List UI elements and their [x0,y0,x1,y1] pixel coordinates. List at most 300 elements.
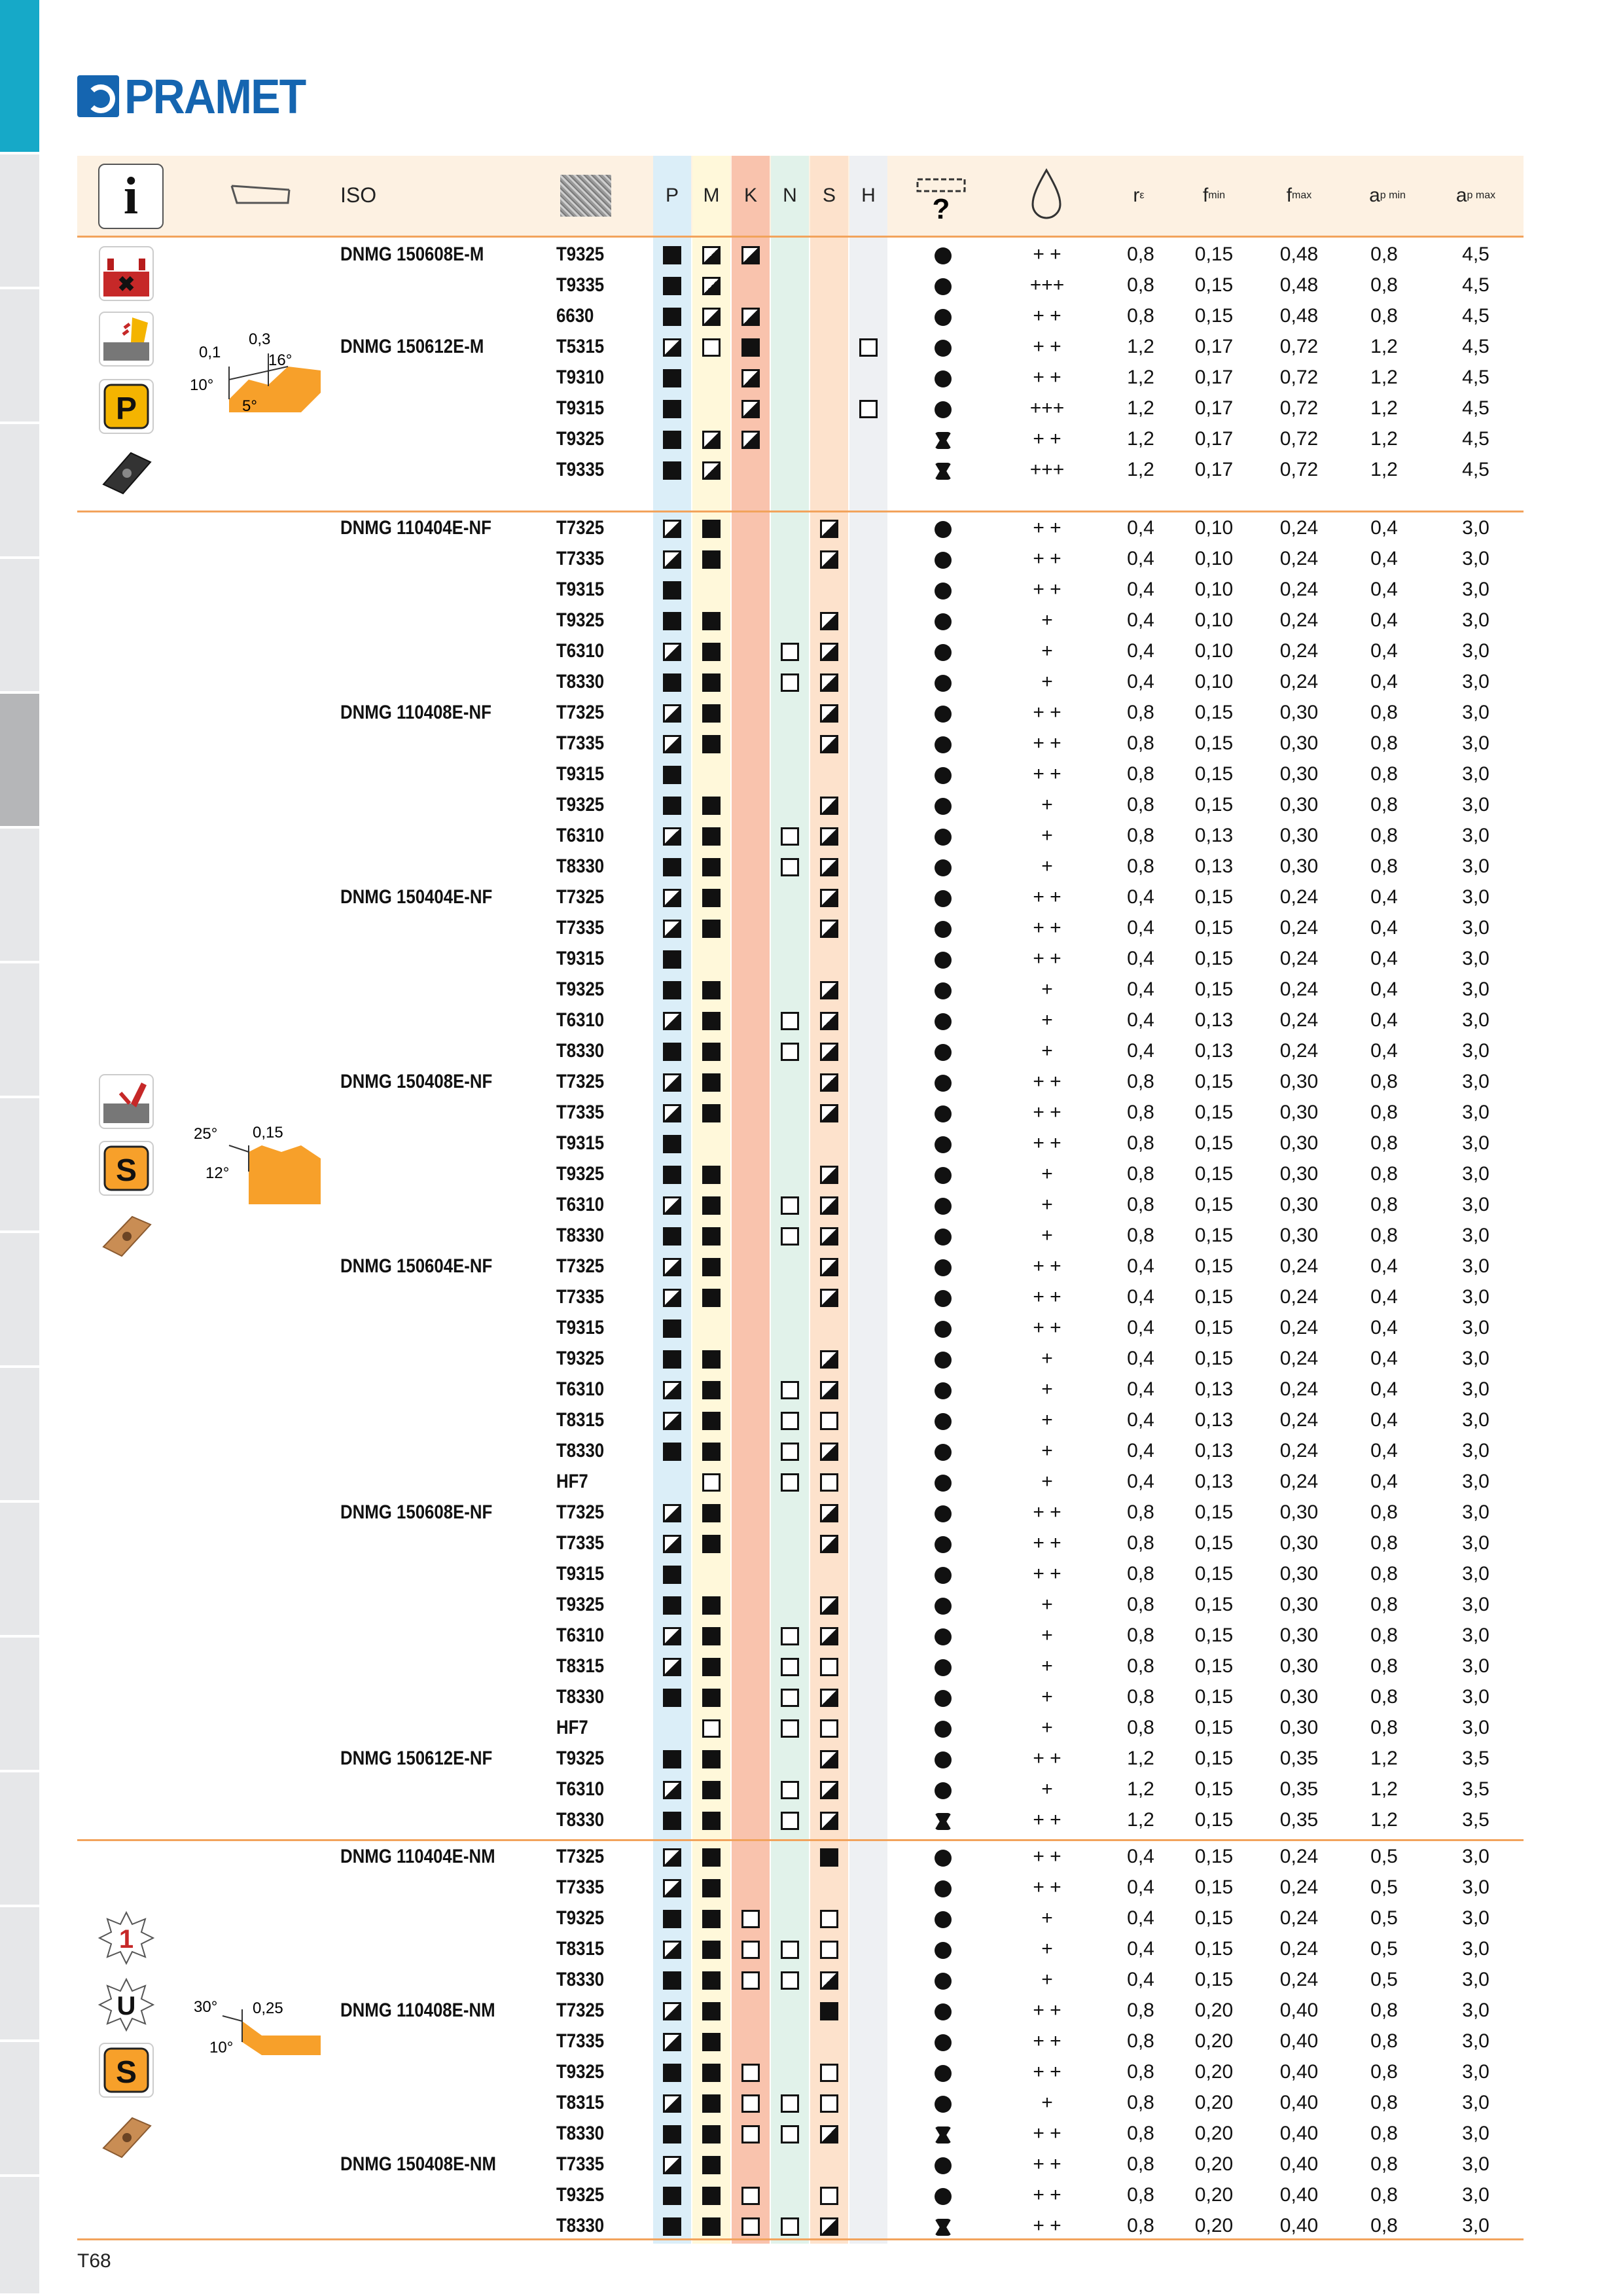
feed-max: 0,24 [1279,1040,1319,1062]
table-row [0,2026,1623,2057]
feed-max: 0,72 [1279,367,1319,388]
stability-dot-icon [935,1567,952,1584]
coolant-rating: + [1041,1163,1053,1185]
possible-use-icon [781,1381,799,1399]
depth-max: 3,0 [1462,1348,1489,1369]
secondary-use-icon [702,277,721,295]
corner-radius: 1,2 [1127,428,1154,450]
secondary-use-icon [820,827,838,846]
depth-min: 0,4 [1370,517,1398,539]
possible-use-icon [741,2064,760,2082]
coolant-rating: + [1041,1348,1053,1369]
coolant-rating: + + [1033,2030,1061,2052]
depth-min: 0,8 [1370,2092,1398,2113]
corner-radius: 0,8 [1127,2153,1154,2175]
feed-min: 0,15 [1194,1907,1234,1929]
primary-use-icon [663,246,681,264]
table-row [0,363,1623,393]
grade: T5315 [556,336,605,357]
grade: T6310 [556,1778,605,1800]
table-row [0,1621,1623,1651]
secondary-use-icon [663,1535,681,1553]
depth-max: 3,0 [1462,517,1489,539]
primary-use-icon [663,277,681,295]
coolant-rating: + + [1033,1532,1061,1554]
feed-max: 0,24 [1279,978,1319,1000]
depth-min: 0,8 [1370,1686,1398,1708]
depth-max: 3,0 [1462,548,1489,569]
feed-max: 0,30 [1279,1132,1319,1154]
coolant-rating: + [1041,978,1053,1000]
coolant-rating: + + [1033,243,1061,265]
feed-max: 0,30 [1279,825,1319,846]
depth-max: 4,5 [1462,336,1489,357]
grade-texture-icon [556,156,615,236]
possible-use-icon [702,1473,721,1492]
depth-min: 0,8 [1370,855,1398,877]
primary-use-icon [702,1196,721,1215]
possible-use-icon [781,858,799,876]
possible-use-icon [820,2094,838,2113]
corner-radius: 0,4 [1127,1040,1154,1062]
stability-dot-icon [935,1850,952,1867]
stability-dot-icon [935,767,952,784]
depth-max: 3,0 [1462,886,1489,908]
secondary-use-icon [663,1781,681,1799]
feed-max: 0,30 [1279,1686,1319,1708]
possible-use-icon [820,1910,838,1928]
table-row [0,1067,1623,1098]
corner-radius: 0,8 [1127,1717,1154,1738]
stability-dot-icon [935,982,952,999]
feed-min: 0,15 [1194,1876,1234,1898]
secondary-use-icon [820,612,838,630]
feed-min: 0,10 [1194,548,1234,569]
coolant-rating: + + [1033,2184,1061,2206]
feed-max: 0,24 [1279,1255,1319,1277]
grade: T7325 [556,886,605,908]
table-row [0,455,1623,486]
table-row [0,698,1623,728]
table-row [0,270,1623,301]
grade: T8330 [556,1440,605,1462]
grade: T9335 [556,274,605,296]
coolant-rating: + [1041,1471,1053,1492]
feed-max: 0,48 [1279,274,1319,296]
depth-max: 3,0 [1462,1655,1489,1677]
table-row [0,1873,1623,1903]
coolant-rating: + + [1033,732,1061,754]
secondary-use-icon [702,308,721,326]
feed-min: 0,13 [1194,855,1234,877]
depth-max: 4,5 [1462,428,1489,450]
feed-min: 0,20 [1194,2061,1234,2083]
grade: T7335 [556,2030,605,2052]
secondary-use-icon [663,1104,681,1122]
grade: 6630 [556,305,594,327]
feed-min: 0,20 [1194,2184,1234,2206]
depth-max: 3,0 [1462,1009,1489,1031]
primary-use-icon [663,612,681,630]
feed-max: 0,24 [1279,548,1319,569]
grade: T9325 [556,1163,605,1185]
corner-radius: 1,2 [1127,1809,1154,1831]
primary-use-icon [702,704,721,723]
table-row [0,1903,1623,1934]
stability-dot-icon [935,1229,952,1246]
primary-use-icon [663,1596,681,1615]
depth-min: 0,8 [1370,2030,1398,2052]
primary-use-icon [702,1289,721,1307]
depth-max: 3,0 [1462,732,1489,754]
possible-use-icon [781,1812,799,1830]
interrupted-cut-icon [935,1813,952,1830]
table-row [0,2088,1623,2119]
stability-dot-icon [935,1382,952,1399]
table-row [0,728,1623,759]
secondary-use-icon [820,1227,838,1246]
coolant-rating: + + [1033,2123,1061,2144]
table-row [0,2119,1623,2149]
feed-max: 0,72 [1279,336,1319,357]
feed-min: 0,13 [1194,1471,1234,1492]
primary-use-icon [702,1043,721,1061]
depth-min: 0,4 [1370,1378,1398,1400]
grade: T8330 [556,1686,605,1708]
section-separator [77,511,1524,512]
depth-max: 3,0 [1462,1876,1489,1898]
depth-max: 3,0 [1462,855,1489,877]
corner-radius: 1,2 [1127,367,1154,388]
header-fmax: f max [1286,185,1312,206]
secondary-use-icon [663,2156,681,2174]
table-row [0,424,1623,455]
possible-use-icon [781,1627,799,1645]
coolant-rating: + + [1033,428,1061,450]
depth-max: 3,0 [1462,1594,1489,1615]
primary-use-icon [702,520,721,538]
grade: T9325 [556,1748,605,1769]
stability-dot-icon [935,2157,952,2174]
grade: T9325 [556,1348,605,1369]
coolant-rating: + + [1033,1748,1061,1769]
coolant-rating: + + [1033,1286,1061,1308]
secondary-use-icon [820,889,838,907]
stability-dot-icon [935,583,952,600]
coolant-rating: + [1041,1907,1053,1929]
secondary-use-icon [820,858,838,876]
secondary-use-icon [663,1879,681,1897]
feed-min: 0,15 [1194,1071,1234,1092]
feed-min: 0,15 [1194,917,1234,939]
coolant-rating: + + [1033,886,1061,908]
feed-min: 0,15 [1194,1655,1234,1677]
secondary-use-icon [741,308,760,326]
table-row [0,1467,1623,1498]
primary-use-icon [702,2094,721,2113]
table-row [0,575,1623,605]
diagram-label: 0,15 [253,1124,283,1141]
grade: T7335 [556,732,605,754]
stability-dot-icon [935,613,952,630]
grade: T6310 [556,640,605,662]
primary-use-icon [663,1135,681,1153]
possible-use-icon [781,1658,799,1676]
secondary-use-icon [820,1350,838,1369]
secondary-use-icon [820,1289,838,1307]
coolant-rating: + + [1033,1102,1061,1123]
secondary-use-icon [663,520,681,538]
primary-use-icon [702,1504,721,1522]
coolant-rating: +++ [1029,274,1065,296]
feed-min: 0,20 [1194,2123,1234,2144]
stability-dot-icon [935,736,952,753]
coolant-rating: + [1041,825,1053,846]
feed-min: 0,15 [1194,763,1234,785]
depth-max: 3,0 [1462,2184,1489,2206]
stability-dot-icon [935,1973,952,1990]
coolant-rating: + + [1033,2153,1061,2175]
feed-min: 0,15 [1194,1969,1234,1990]
depth-min: 0,8 [1370,2215,1398,2236]
possible-use-icon [781,2094,799,2113]
secondary-use-icon [663,1073,681,1092]
corner-radius: 0,8 [1127,274,1154,296]
grade: T6310 [556,1009,605,1031]
depth-max: 4,5 [1462,367,1489,388]
primary-use-icon [702,858,721,876]
secondary-use-icon [820,1043,838,1061]
possible-use-icon [781,1443,799,1461]
primary-use-icon [702,797,721,815]
secondary-use-icon [820,1012,838,1030]
primary-use-icon [702,1412,721,1430]
depth-min: 0,4 [1370,1440,1398,1462]
possible-use-icon [781,2125,799,2144]
stability-dot-icon [935,1721,952,1738]
primary-use-icon [820,2002,838,2020]
iso-designation: DNMG 150408E-NF [340,1071,493,1092]
depth-max: 3,0 [1462,2092,1489,2113]
primary-use-icon [702,1012,721,1030]
grade: T9325 [556,794,605,816]
feed-min: 0,15 [1194,274,1234,296]
primary-use-icon [663,2125,681,2144]
primary-use-icon [702,2217,721,2236]
table-row [0,1005,1623,1036]
table-row [0,1282,1623,1313]
feed-min: 0,17 [1194,459,1234,480]
secondary-use-icon [663,1412,681,1430]
stability-dot-icon [935,1628,952,1645]
table-row [0,301,1623,332]
stability-dot-icon [935,1352,952,1369]
grade: T9310 [556,367,605,388]
depth-min: 0,8 [1370,1194,1398,1215]
primary-use-icon [663,461,681,480]
stability-dot-icon [935,859,952,876]
stability-dot-icon [935,2188,952,2205]
feed-min: 0,17 [1194,428,1234,450]
secondary-use-icon [663,1627,681,1645]
depth-max: 3,0 [1462,579,1489,600]
secondary-use-icon [741,369,760,387]
possible-use-icon [741,1971,760,1990]
primary-use-icon [702,1750,721,1768]
grade: T9325 [556,978,605,1000]
feed-min: 0,15 [1194,1348,1234,1369]
secondary-use-icon [820,520,838,538]
grade: T7335 [556,1102,605,1123]
feed-min: 0,15 [1194,794,1234,816]
table-row [0,944,1623,975]
corner-radius: 0,8 [1127,702,1154,723]
primary-use-icon [702,1073,721,1092]
coolant-rating: + + [1033,2215,1061,2236]
coolant-rating: + [1041,2092,1053,2113]
coolant-rating: + [1041,1969,1053,1990]
primary-use-icon [663,1971,681,1990]
iso-designation: DNMG 110404E-NM [340,1846,495,1867]
grade: T9325 [556,428,605,450]
secondary-use-icon [820,1596,838,1615]
depth-max: 3,0 [1462,1907,1489,1929]
primary-use-icon [702,1879,721,1897]
grade: T8330 [556,2123,605,2144]
primary-use-icon [702,2156,721,2174]
depth-max: 3,0 [1462,1132,1489,1154]
svg-text:P: P [115,391,137,426]
stability-dot-icon [935,1690,952,1707]
interrupted-cut-icon [935,432,952,449]
depth-max: 3,0 [1462,1563,1489,1585]
corner-radius: 0,4 [1127,640,1154,662]
feed-max: 0,30 [1279,1563,1319,1585]
table-row [0,605,1623,636]
feed-max: 0,40 [1279,2184,1319,2206]
depth-max: 3,0 [1462,1317,1489,1338]
grade: T7335 [556,917,605,939]
corner-radius: 0,8 [1127,2000,1154,2021]
coolant-rating: + + [1033,2000,1061,2021]
feed-min: 0,15 [1194,1809,1234,1831]
grade: T9315 [556,579,605,600]
feed-max: 0,48 [1279,305,1319,327]
depth-max: 3,0 [1462,948,1489,969]
depth-max: 3,0 [1462,1471,1489,1492]
feed-min: 0,13 [1194,1378,1234,1400]
table-row [0,790,1623,821]
depth-min: 0,5 [1370,1846,1398,1867]
coolant-rating: + + [1033,1132,1061,1154]
secondary-use-icon [663,2094,681,2113]
corner-radius: 0,4 [1127,579,1154,600]
feed-min: 0,15 [1194,1532,1234,1554]
table-row [0,544,1623,575]
stability-dot-icon [935,1505,952,1522]
coolant-rating: + + [1033,579,1061,600]
primary-use-icon [663,2187,681,2205]
secondary-use-icon [820,920,838,938]
table-row [0,1436,1623,1467]
feed-max: 0,30 [1279,1624,1319,1646]
corner-radius: 0,4 [1127,1938,1154,1960]
primary-use-icon [702,1627,721,1645]
depth-min: 1,2 [1370,367,1398,388]
possible-use-icon [781,1719,799,1738]
corner-radius: 0,4 [1127,1255,1154,1277]
depth-min: 0,5 [1370,1938,1398,1960]
iso-designation: DNMG 150612E-M [340,336,484,357]
primary-use-icon [663,581,681,600]
depth-max: 3,0 [1462,2153,1489,2175]
depth-max: 3,0 [1462,917,1489,939]
corner-radius: 0,8 [1127,2092,1154,2113]
depth-min: 0,8 [1370,2000,1398,2021]
secondary-use-icon [820,1627,838,1645]
table-row [0,1251,1623,1282]
depth-max: 3,0 [1462,1969,1489,1990]
depth-min: 0,4 [1370,548,1398,569]
corner-radius: 0,8 [1127,1071,1154,1092]
primary-use-icon [663,2217,681,2236]
table-row [0,821,1623,852]
feed-min: 0,13 [1194,1409,1234,1431]
diagram-label: 0,25 [253,2000,283,2017]
corner-radius: 0,8 [1127,2123,1154,2144]
primary-use-icon [663,797,681,815]
coolant-rating: + + [1033,948,1061,969]
depth-max: 3,0 [1462,1532,1489,1554]
iso-designation: DNMG 150608E-NF [340,1501,493,1523]
secondary-use-icon [663,1289,681,1307]
coolant-rating: + [1041,1717,1053,1738]
diagram-label: 10° [190,376,214,394]
grade: T7325 [556,702,605,723]
grade: T7325 [556,1501,605,1523]
secondary-use-icon [820,1812,838,1830]
possible-use-icon [820,2187,838,2205]
possible-use-icon [702,338,721,357]
possible-use-icon [781,643,799,661]
grade: T8315 [556,1409,605,1431]
depth-min: 0,4 [1370,1255,1398,1277]
primary-use-icon [663,1812,681,1830]
coolant-rating: + + [1033,1317,1061,1338]
coolant-rating: + + [1033,336,1061,357]
coolant-rating: + [1041,1594,1053,1615]
feed-max: 0,24 [1279,671,1319,692]
primary-use-icon [702,827,721,846]
primary-use-icon [663,1689,681,1707]
depth-max: 3,5 [1462,1748,1489,1769]
corner-radius: 1,2 [1127,459,1154,480]
grade: T8330 [556,671,605,692]
stability-dot-icon [935,1751,952,1768]
grade: T8315 [556,1938,605,1960]
corner-radius: 0,4 [1127,609,1154,631]
table-row [0,1190,1623,1221]
grade: T8330 [556,1809,605,1831]
feed-max: 0,24 [1279,917,1319,939]
stability-dot-icon [935,952,952,969]
coolant-rating: + [1041,1686,1053,1708]
possible-use-icon [781,1012,799,1030]
corner-radius: 0,8 [1127,1686,1154,1708]
primary-use-icon [702,2187,721,2205]
grade: T6310 [556,1624,605,1646]
possible-use-icon [781,1781,799,1799]
